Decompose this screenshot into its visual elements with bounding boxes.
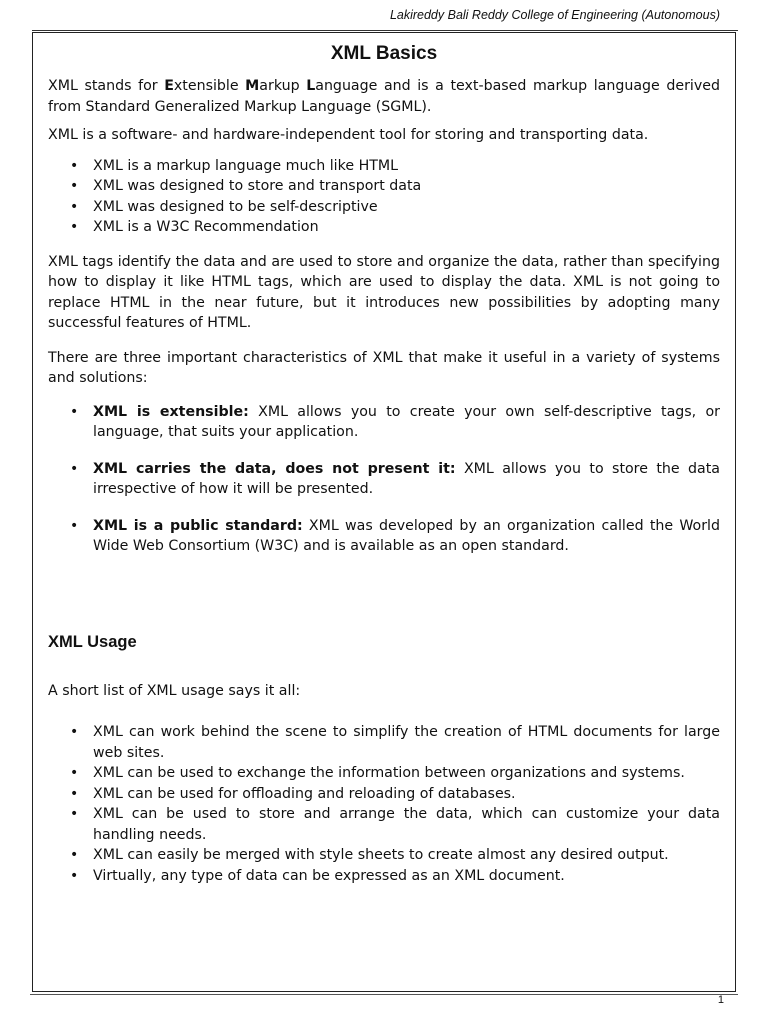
characteristics-paragraph: There are three important characteristics of XML that make it useful in a variety of systems and solutions: — [48, 349, 720, 386]
intro-bold-m: M — [245, 78, 260, 94]
footer-rule — [30, 994, 738, 995]
list-item: • XML can work behind the scene to simplify the creation of HTML documents for large web sites. — [48, 722, 720, 763]
list-item: • XML can be used for offloading and reloading of databases. — [48, 784, 720, 805]
intro-paragraph — [48, 76, 720, 117]
feature-text: XML allows you to create your own self-descriptive tags, or language, that suits your application. — [93, 403, 720, 440]
list-item: • XML was designed to be self-descriptive — [48, 197, 720, 218]
header-rule — [32, 30, 738, 31]
list-item: • XML is a W3C Recommendation — [48, 217, 720, 238]
page-number: 1 — [717, 994, 724, 1006]
section-heading-usage: XML Usage — [48, 633, 137, 651]
page-title: XML Basics — [330, 43, 438, 64]
list-item: • XML was designed to store and transport data — [48, 176, 720, 197]
page-header: Lakireddy Bali Reddy College of Engineering (Autonomous) — [389, 8, 720, 22]
characteristics-list — [48, 402, 720, 557]
feature-term: XML is extensible: — [93, 403, 249, 420]
list-item: • XML is a markup language much like HTML — [48, 156, 720, 177]
intro-text-2: xtensible — [173, 78, 246, 94]
tool-paragraph: XML is a software- and hardware-independent tool for storing and transporting data. — [48, 127, 649, 143]
list-item: • Virtually, any type of data can be expressed as an XML document. — [48, 866, 720, 887]
intro-bold-e: E — [164, 78, 174, 94]
intro-text-1: XML stands for — [48, 78, 165, 94]
intro-bold-l: L — [306, 78, 316, 94]
feature-text: XML was developed by an organization called the World Wide Web Consortium (W3C) and is available as an open standard. — [93, 517, 721, 554]
intro-text-3: arkup — [259, 78, 307, 94]
feature-text: XML allows you to store the data irrespective of how it will be presented. — [93, 460, 721, 497]
usage-list — [48, 722, 720, 886]
list-item: • XML can easily be merged with style sheets to create almost any desired output. — [48, 845, 720, 866]
usage-intro: A short list of XML usage says it all: — [48, 683, 301, 699]
intro-text-4: anguage and is a text-based markup language derived from Standard Generalized Markup Language (SGML). — [48, 78, 720, 115]
xml-facts-list — [48, 156, 720, 238]
feature-term: XML carries the data, does not present it: — [93, 460, 456, 477]
list-item — [48, 402, 720, 443]
tags-paragraph: XML tags identify the data and are used to store and organize the data, rather than specifying how to display it like HTML tags, which are used to display the data. XML is not going to replace HTML in the near future, but it introduces new possibilities by adopting many successful features of HTML. — [48, 253, 720, 331]
feature-term: XML is a public standard: — [93, 517, 303, 534]
list-item — [48, 516, 720, 557]
document-body — [48, 38, 721, 884]
list-item — [48, 459, 720, 500]
list-item: • XML can be used to exchange the information between organizations and systems. — [48, 763, 720, 784]
list-item: • XML can be used to store and arrange the data, which can customize your data handling needs. — [48, 804, 720, 845]
